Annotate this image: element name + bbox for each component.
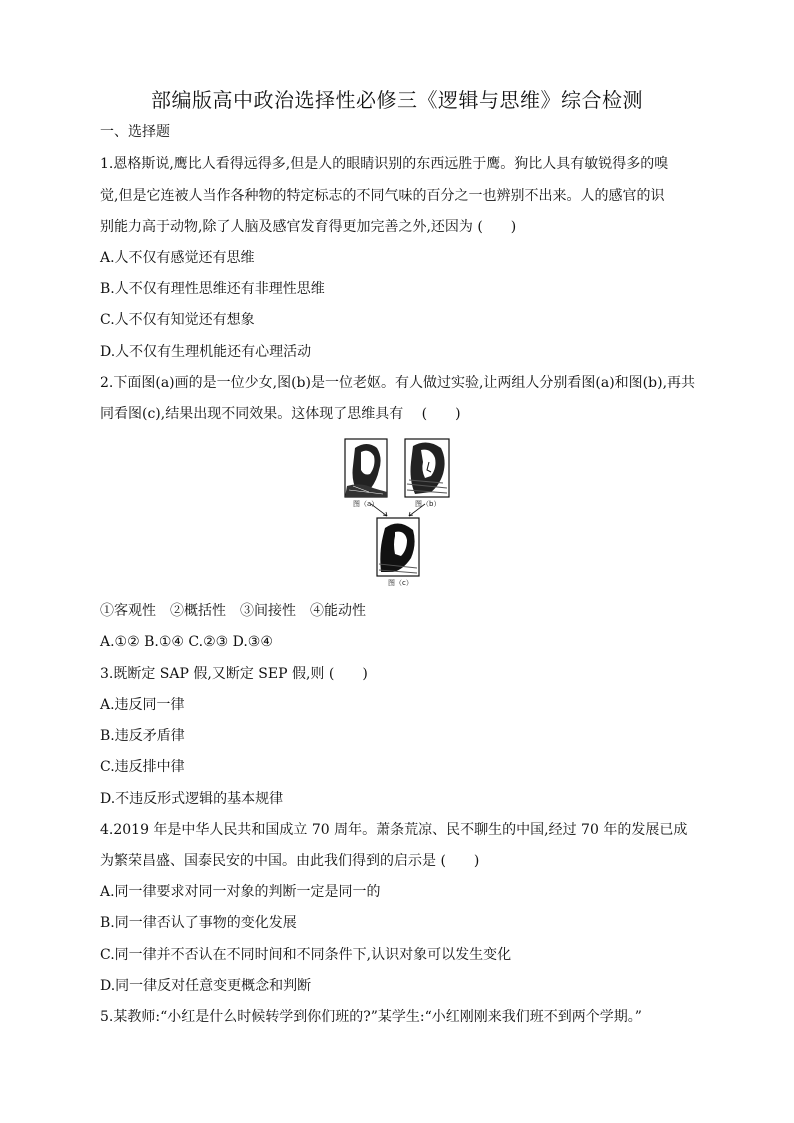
q1-option-a: A.人不仅有感觉还有思维 xyxy=(100,250,255,266)
q1-option-d: D.人不仅有生理机能还有心理活动 xyxy=(100,344,312,360)
figure-b-old-woman xyxy=(405,439,449,497)
q1-stem-line-1: 1.恩格斯说,鹰比人看得远得多,但是人的眼睛识别的东西远胜于鹰。狗比人具有敏锐得多的嗅 xyxy=(100,156,669,172)
figure-c-ambiguous xyxy=(377,518,419,576)
q4-option-b: B.同一律否认了事物的变化发展 xyxy=(100,915,297,931)
q3-stem: 3.既断定 SAP 假,又断定 SEP 假,则 ( ) xyxy=(100,666,368,682)
q5-stem-line-1: 5.某教师:“小红是什么时候转学到你们班的?”某学生:“小红刚刚来我们班不到两个学期。” xyxy=(100,1009,642,1025)
figure-a-caption: 图（a） xyxy=(353,500,379,508)
q4-option-c: C.同一律并不否认在不同时间和不同条件下,认识对象可以发生变化 xyxy=(100,947,512,963)
q1-option-c: C.人不仅有知觉还有想象 xyxy=(100,312,255,328)
q3-option-d: D.不违反形式逻辑的基本规律 xyxy=(100,791,284,807)
figure-a-young-woman xyxy=(345,439,387,497)
document-title: 部编版高中政治选择性必修三《逻辑与思维》综合检测 xyxy=(151,88,643,112)
q1-stem-line-2: 觉,但是它连被人当作各种物的特定标志的不同气味的百分之一也辨别不出来。人的感官的识 xyxy=(100,188,665,204)
q4-stem-line-1: 4.2019 年是中华人民共和国成立 70 周年。萧条荒凉、民不聊生的中国,经过 70 年的发展已成 xyxy=(100,822,688,838)
q3-option-b: B.违反矛盾律 xyxy=(100,728,185,744)
q2-stem-line-2: 同看图(c),结果出现不同效果。这体现了思维具有 ( ) xyxy=(100,406,461,422)
q1-stem-line-3: 别能力高于动物,除了人脑及感官发育得更加完善之外,还因为 ( ) xyxy=(100,219,517,235)
arrow-a-to-c xyxy=(371,504,387,516)
section-heading: 一、选择题 xyxy=(100,124,170,140)
q2-choices: ①客观性 ②概括性 ③间接性 ④能动性 xyxy=(100,603,366,619)
q2-options: A.①② B.①④ C.②③ D.③④ xyxy=(100,634,273,650)
q2-figure xyxy=(343,436,453,586)
q4-option-d: D.同一律反对任意变更概念和判断 xyxy=(100,978,312,994)
figure-c-caption: 图（c） xyxy=(388,579,413,586)
q2-stem-line-1: 2.下面图(a)画的是一位少女,图(b)是一位老妪。有人做过实验,让两组人分别看图(a)和图(b),再共 xyxy=(100,375,696,391)
q4-option-a: A.同一律要求对同一对象的判断一定是同一的 xyxy=(100,884,381,900)
q3-option-c: C.违反排中律 xyxy=(100,759,185,775)
q4-stem-line-2: 为繁荣昌盛、国泰民安的中国。由此我们得到的启示是 ( ) xyxy=(100,853,480,869)
q3-option-a: A.违反同一律 xyxy=(100,697,185,713)
q1-option-b: B.人不仅有理性思维还有非理性思维 xyxy=(100,281,325,297)
figure-b-caption: 图（b） xyxy=(415,500,441,508)
